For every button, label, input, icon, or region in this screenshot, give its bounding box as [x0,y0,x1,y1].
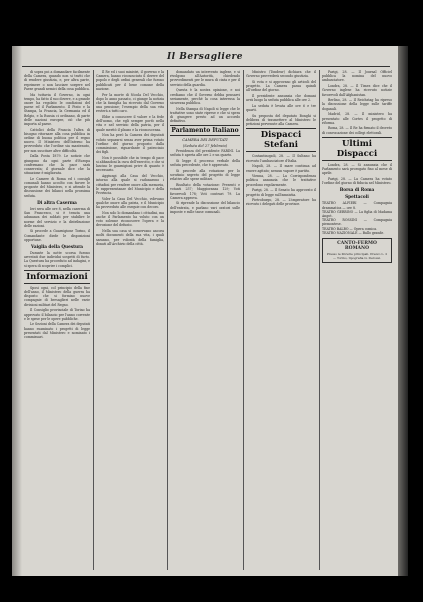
article-paragraph: La seduta è levata alle ore 6 e tre quarti. [246,103,316,113]
article-paragraph: Ministro (Tondeur) dichiara che il Governo provvederà secondo giustizia. [246,70,316,79]
list-item: TEATRO GERBINO — La figlia di Madama Angot. [322,209,392,218]
spettacoli-list [322,201,392,235]
list-item: TEATRO NAZIONALE — Ballo grande. [322,230,385,235]
article-paragraph: Si procede a Guarnigione Torino, il Comandante diede le disposizioni opportune. [24,229,90,242]
column-1 [24,70,90,570]
article-paragraph: Berlino, 28. — Il Reichstag ha ripreso la discussione della legge sulle tariffe doganali. [322,98,392,111]
article-paragraph: Dalla Posta 1879. Le notizie che giungono da ogni parte d'Europa confermano che la pace sarà conservata; il giornale dice che la situazione è migliorata. [24,154,90,176]
article-paragraph: Si riprende la discussione del bilancio dell'entrata, e parlano vari oratori sulle imposte e sulle tasse comunali. [170,201,240,214]
article-paragraph: Napoli, 28. — Il mare continua ad essere agitato; nessun vapore è partito. [246,164,316,173]
column-4 [246,70,316,570]
article-paragraph: Pietroburgo, 28. — L'imperatore ha ricevuto i delegati delle province. [246,198,316,207]
article-paragraph: Non è possibile che in tempo di pace si abbandoni la cura dell'esercito, e che si lascino le guarnigioni prive di quanto è necessario. [96,155,164,173]
list-item: TEATRO ROSSINI — Compagnia piemontese. [322,218,392,227]
column-rule [243,70,244,570]
newspaper-page [12,46,398,576]
article-paragraph: Londra, 28. — Si annunzia che il Parlamento sarà prorogato fino al mese di aprile. [322,162,392,176]
advertisement-text: Presso le librerie principali. Prezzo L. 2 — Torino, tipografia G. Derossi. [326,251,388,260]
article-paragraph: Questa è la nostra opinione, e noi crediamo che il Governo debba pensarvi seriamente, perché la cosa interessa la sicurezza pubblica. [170,88,240,105]
article-paragraph: Presidenza del presidente FARINI. La seduta è aperta alle ore 2 e un quarto. [170,149,240,158]
column-rule [93,70,94,570]
article-paragraph: Cattolici della Francia l'altra di bisogno ritornare alla cosa pubblica in ordine di buona politica per il regno nuovo. Il Ministero dell'Interno ha provveduto che l'ordine sia mantenuto, per non suscitare altre difficoltà. [24,127,90,153]
section-heading-borsa: Borsa di Roma [339,187,375,193]
article-paragraph: Parigi, 28. — Il Journal Officiel pubblica la nomina del nuovo ambasciatore. [322,70,392,83]
article-paragraph: Non ha però la Camera dei deputati voluto separarsi senza aver prima votato l'ordine del giorno proposto dalla commissione, riguardante il patrocinio dei figli. [96,133,164,155]
article-paragraph: Per la morte di Nicola Del Vecchio, dopo lo anno passato, ci giunge la notizia che la famiglia ha ricevuto dal Governo una pensione; l'esempio della sua vita resterà a tutti caro. [96,92,164,114]
masthead: Il Bersagliere [166,52,244,62]
page-gutter-shadow [12,46,22,576]
page-binding-edge [398,46,408,576]
article-paragraph: Roma, 28. — Il Re ha firmato il decreto di convocazione dei collegi elettorali. [322,126,392,135]
article-paragraph: Risultato della votazione: Presenti e votanti 257; Maggioranza 129; Voti favorevoli 178; Voti contrari 79. La Camera approva. [170,183,240,200]
article-paragraph: Le Sezioni della Camera dei deputati hanno esaminato i progetti di legge presentati dal Ministero e nominato i commissari. [24,322,90,340]
article-paragraph: Vienna, 28. — La Corrispondenza politica annunzia che le trattative procedono regolarmente. [246,174,316,187]
section-heading-parlamento: Parlamento Italiano [171,127,239,135]
column-3 [170,70,240,570]
article-paragraph: Ma tuttavia il Governo, in ogni tempo, ha fatto il suo dovere, e a grande onore ha regolato le condizioni del paese ed il Parlamento. Il Pinto e la Stampa, la Francia, la Germania ed il Belgio, e la Russia ci ordinano, di parte delle nazioni europee, ciò che più importa al paese. [24,92,90,126]
article-paragraph: Nella Stampa di Napoli si legge che le trattative sono state riprese e che si spera di giungere presto ad un accordo definitivo. [170,106,240,124]
article-paragraph: Parigi, 28. — La Camera ha votato l'ordine del giorno di fiducia nel Ministero. [322,176,392,186]
list-item: TEATRO ALFIERI — Compagnia drammatica — ore 8. [322,201,392,210]
article-paragraph: di sopra poi a domandare facilmente della Camera, quando non si tratti che di rendere giustizia, e, per altra parte, reprimere o non lasciare sorgere nel Paese grandi nemici della cosa pubblica. [24,70,90,91]
article-paragraph: Si vota e si approvano gli articoli del progetto. La Camera passa quindi all'ordine del giorno. [246,79,316,93]
advertisement-title: CANTO-FERMO ROMANO [337,240,377,252]
article-paragraph: Su proposta del deputato Bonghi si delibera di trasmettere al Ministero le petizioni pervenute alla Camera. [246,113,316,127]
section-subheading: CAMERA DEI DEPUTATI [182,138,228,143]
article-paragraph: Aggiungi alla Casa del Vecchio, intorno alla quale si radunarono i cittadini per rendere onore alla memoria, le rappresentanze del Municipio e della Provincia. [96,174,164,195]
section-heading: Vaiglia della Questura [30,244,83,250]
section-heading-ultimi-dispacci: Ultimi Dispacci [322,137,392,161]
article-paragraph: Londra, 28. — Il Times dice che il Governo inglese ha ricevuto notizie favorevoli dall'Afghanistan. [322,84,392,97]
article-paragraph: Si legge il processo verbale della seduta precedente, che è approvato. [170,159,240,168]
article-paragraph: Madrid, 28. — Il ministero ha presentato alle Cortes il progetto di riforma. [322,112,392,125]
list-item: TEATRO BALBO — Opera comica. [322,226,378,231]
article-paragraph: Ebbe a conoscere il valore e la fede dell'uomo, che egli sempre portò nella vita e nel servizio della patria, per il quale meritò il plauso e la riconoscenza. [96,115,164,132]
column-rule [167,70,168,570]
column-5 [322,70,392,570]
article-paragraph: Il Re ed i suoi ministri, il governo e la Camera, hanno riconosciuto il dovere del popolo e degli ordini generali che furono pubblicati per il bene comune della nazione. [96,70,164,91]
section-subheading-date: (Seduta del 27 febbraio) [182,143,228,148]
article-paragraph: Parigi, 28. — Il Senato ha approvato il progetto di legge sull'amnistia. [246,188,316,197]
section-heading: Di altra Caserma [37,199,77,205]
column-2 [96,70,164,570]
article-paragraph: Nella sua casa si conservano ancora molti documenti della sua vita, i quali saranno, per volontà della famiglia, donati all'Archivio della città. [96,229,164,246]
article-paragraph: Il presidente annunzia che domani avrà luogo la seduta pubblica alle ore 2. [246,94,316,103]
article-paragraph: Non solo lo domandano i cittadini, ma anche il Parlamento ha voluto con un voto solenne riconoscere l'opera e la devozione del defunto. [96,210,164,228]
article-paragraph: Costantinopoli, 28. — Il Sultano ha ricevuto l'ambasciatore d'Italia. [246,154,316,163]
article-paragraph: Il Consiglio provinciale di Torino ha approvato il bilancio per l'anno corrente e le spese per le opere pubbliche. [24,308,90,321]
section-heading-informazioni: Informazioni [24,270,90,284]
article-paragraph: domandato un intervento inglese, e si rivolgono all'Autorità, chiedendo provvedimenti per le mura di cinta e per il servizio della guardia. [170,70,240,87]
article-paragraph: Si procede alla votazione per lo scrutinio segreto del progetto di legge relativo alle spese militari. [170,169,240,182]
section-heading-dispacci-stefani: Dispacci Stefani [246,128,316,152]
article-paragraph: Durante la notte scorsa furono arrestati due individui sospetti di furto. La Questura ha proceduto ad indagini, e si spera di scoprire i complici. [24,251,90,268]
masthead-rule [22,66,390,67]
article-paragraph: Ieri sera alle ore 8, nella caserma di San Francesco, si è tenuta una adunanza dei soldati per stabilire le norme del servizio e la distribuzione delle razioni. [24,206,90,228]
article-paragraph: Voler la Casa Del Vecchio, volevano qualche onore alla patria, e il Municipio ha provveduto alle esequie con decoro. [96,196,164,210]
advertisement-box [322,238,392,263]
section-heading-spettacoli: Spettacoli [345,194,369,200]
article-paragraph: Le Camere di Roma ed i consigli comunali hanno accolto con favore le proposte del Ministero, e si attende la discussione dei bilanci nella prossima seduta. [24,176,90,198]
column-rule [319,70,320,570]
article-paragraph: Sposi ogni, col principio della fine dell'anno, il Ministero della guerra ha disposto che si formino nuove compagnie di bersaglieri nelle varie divisioni militari del Regno. [24,285,90,307]
